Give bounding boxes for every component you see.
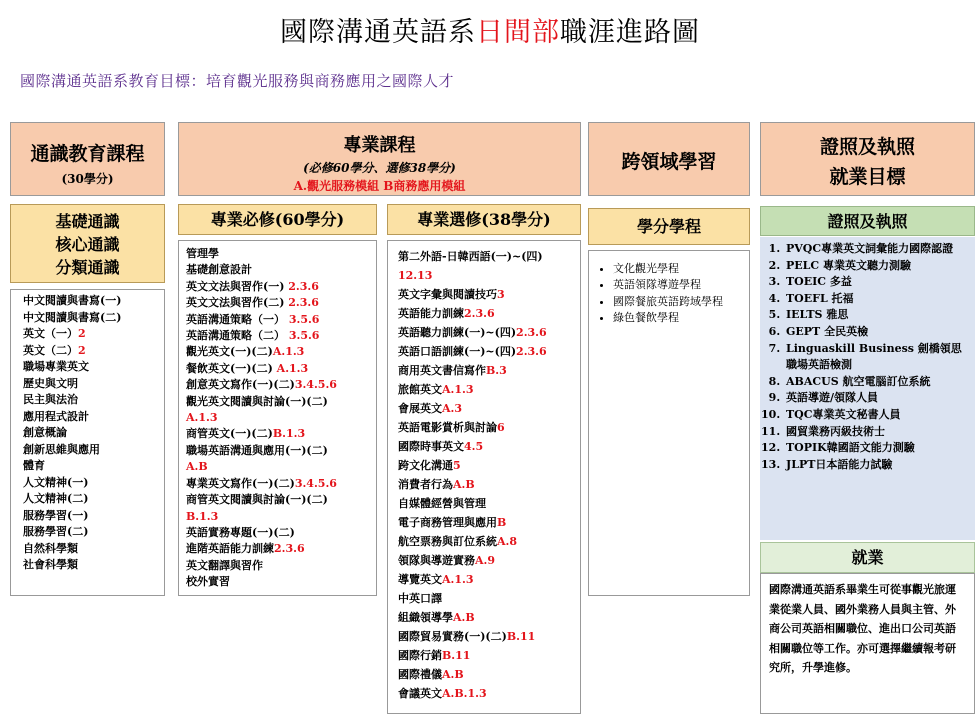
course-name: 英語溝通策略（一） (186, 312, 289, 326)
course-name: 國際時事英文 (398, 440, 464, 453)
module-code: A.B (442, 668, 464, 681)
required-course-list (178, 240, 377, 596)
elective-course-item (398, 551, 580, 570)
course-name: 觀光英文(一)(二) (186, 345, 273, 359)
course-name: 創新思維與應用 (23, 442, 100, 456)
title-part1: 國際溝通英語系 (280, 17, 476, 48)
elective-course-item (398, 266, 580, 285)
professional-credits: (必修60學分、選修38學分) (303, 161, 456, 175)
certificate-item: 2. PELC 專業英文聽力測驗 (784, 258, 971, 275)
course-name: 自媒體經營與管理 (398, 497, 486, 510)
module-code: 2 (78, 327, 86, 340)
required-course-item (186, 525, 376, 541)
course-name: 組織領導學 (398, 611, 453, 624)
category-item: 分類通識 (55, 258, 120, 277)
required-course-item (186, 312, 376, 328)
general-course-item (23, 392, 164, 409)
module-code: B.3 (486, 364, 507, 377)
certificate-item: 13. JLPT日本語能力試驗 (784, 457, 971, 474)
module-code: A.B (186, 460, 208, 474)
general-course-list (10, 289, 165, 596)
module-code: 2.3.6 (516, 345, 547, 358)
elective-course-item (398, 570, 580, 589)
general-categories (10, 204, 165, 283)
course-name: 英文文法與習作(一) (186, 279, 289, 293)
course-name: 英文字彙與閱讀技巧 (398, 288, 497, 301)
elective-course-item (398, 627, 580, 646)
course-name: 人文精神(二) (23, 492, 89, 505)
elective-course-item (398, 456, 580, 475)
elective-course-item (398, 532, 580, 551)
course-name: 英語口語訓練(一)~(四) (398, 345, 517, 358)
module-code: B (497, 516, 507, 529)
elective-course-item (398, 247, 580, 266)
module-code: 3.5.6 (288, 312, 320, 326)
course-name: 社會科學類 (23, 558, 78, 571)
module-code: A.B (453, 611, 475, 624)
required-course-item (186, 328, 376, 344)
general-education-credits: (30學分) (61, 172, 114, 186)
required-course-item (186, 344, 376, 360)
certificates-title: 證照及執照 (760, 206, 975, 236)
certificate-list (760, 237, 975, 540)
certificate-item: 12. TOPIK韓國語文能力測驗 (784, 440, 971, 457)
required-course-item (186, 459, 376, 475)
professional-title: 專業課程 (343, 135, 416, 156)
required-course-item (186, 574, 376, 590)
module-code: A.1.3 (186, 411, 218, 425)
general-course-item (23, 508, 164, 525)
module-code: A.1.3 (442, 573, 474, 586)
general-course-item (23, 376, 164, 393)
module-code: B.1.3 (186, 509, 219, 523)
course-name: 商用英文書信寫作 (398, 364, 486, 377)
course-name: 基礎創意設計 (186, 263, 252, 277)
module-code: A.1.3 (442, 383, 474, 396)
course-name: 英語電影賞析與討論 (398, 421, 497, 434)
course-name: 服務學習(一) (23, 508, 89, 522)
elective-course-item (398, 665, 580, 684)
course-name: 跨文化溝通 (398, 459, 453, 472)
required-course-item (186, 410, 376, 426)
employment-title: 就業 (760, 542, 975, 573)
course-name: 電子商務管理與應用 (398, 516, 497, 529)
elective-course-item (398, 418, 580, 437)
module-code: 5 (453, 459, 461, 472)
course-name: 會議英文 (398, 687, 442, 700)
required-course-item (186, 492, 376, 508)
elective-course-item (398, 646, 580, 665)
required-course-item (186, 295, 376, 311)
course-name: 觀光英文閱讀與討論(一)(二) (186, 394, 328, 408)
elective-course-item (398, 380, 580, 399)
course-name: 自然科學類 (23, 541, 78, 555)
module-code: 12.13 (398, 269, 433, 282)
cross-domain-header (588, 122, 750, 196)
module-code: 2 (78, 343, 86, 357)
module-code: B.11 (506, 630, 536, 643)
elective-course-item (398, 304, 580, 323)
program-item: • 國際餐旅英語跨域學程 (613, 294, 745, 310)
elective-course-list (387, 240, 581, 714)
module-code: 3.5.6 (288, 329, 320, 343)
category-item: 基礎通識 (55, 212, 120, 231)
course-name: 應用程式設計 (23, 409, 89, 423)
certificate-item: 1. PVQC專業英文詞彙能力國際認證 (784, 241, 971, 258)
required-course-item (186, 558, 376, 574)
career-header-jobs: 就業目標 (829, 166, 906, 188)
general-course-item (23, 524, 164, 541)
elective-course-item (398, 437, 580, 456)
required-courses-title: 專業必修(60學分) (178, 204, 377, 235)
required-course-item (186, 377, 376, 393)
career-header (760, 122, 975, 196)
elective-course-item (398, 513, 580, 532)
course-name: 歷史與文明 (23, 376, 78, 390)
course-name: 英文（一） (23, 327, 78, 340)
required-course-item (186, 443, 376, 459)
title-part2: 職涯進路圖 (560, 17, 700, 48)
course-name: 體育 (23, 459, 45, 472)
required-course-item (186, 361, 376, 377)
course-name: 管理學 (186, 247, 219, 260)
course-name: 校外實習 (186, 575, 230, 589)
module-code: B.11 (442, 649, 471, 662)
required-course-item (186, 262, 376, 278)
certificate-item: 4. TOEFL 托福 (784, 291, 971, 308)
title-highlight: 日間部 (476, 17, 560, 48)
professional-modules: A.觀光服務模組 B商務應用模組 (293, 179, 466, 193)
module-code: 6 (497, 421, 505, 434)
module-code: 2.3.6 (288, 296, 319, 310)
course-name: 商管英文閱讀與討論(一)(二) (186, 493, 328, 507)
course-name: 英文文法與習作(二) (186, 296, 289, 310)
general-education-header (10, 122, 165, 196)
career-header-certs: 證照及執照 (819, 136, 915, 158)
professional-header (178, 122, 581, 196)
general-course-item (23, 425, 164, 442)
required-course-item (186, 426, 376, 442)
credit-program-list (588, 250, 750, 596)
general-course-item (23, 326, 164, 343)
elective-courses-title: 專業選修(38學分) (387, 204, 581, 235)
course-name: 會展英文 (398, 402, 442, 415)
course-name: 中文閱讀與書寫(二) (23, 310, 122, 324)
module-code: 2.3.6 (464, 307, 495, 320)
course-name: 職場英語溝通與應用(一)(二) (186, 443, 328, 457)
general-course-item (23, 557, 164, 574)
general-course-item (23, 541, 164, 558)
general-course-item (23, 343, 164, 360)
module-code: A.B (453, 478, 475, 491)
required-course-item (186, 279, 376, 295)
required-course-item (186, 541, 376, 557)
course-name: 國際禮儀 (398, 668, 442, 681)
module-code: A.B.1.3 (442, 687, 487, 700)
course-name: 國際行銷 (398, 649, 442, 662)
course-name: 國際貿易實務(一)(二) (398, 630, 507, 643)
module-code: A.8 (497, 535, 518, 548)
module-code: 3.4.5.6 (294, 476, 337, 490)
certificate-item: 5. IELTS 雅思 (784, 307, 971, 324)
elective-course-item (398, 361, 580, 380)
course-name: 英文翻譯與習作 (186, 558, 263, 572)
certificate-item: 10. TQC專業英文秘書人員 (784, 407, 971, 424)
elective-course-item (398, 475, 580, 494)
certificate-item: 6. GEPT 全民英檢 (784, 324, 971, 341)
elective-course-item (398, 323, 580, 342)
course-name: 航空票務與訂位系統 (398, 535, 497, 548)
module-code: 2.3.6 (288, 279, 319, 293)
general-education-title: 通識教育課程 (30, 143, 145, 165)
general-course-item (23, 310, 164, 327)
course-name: 進階英語能力訓練 (186, 542, 274, 556)
module-code: 2.3.6 (516, 326, 547, 339)
required-course-item (186, 476, 376, 492)
course-name: 英語聽力訓練(一)~(四) (398, 326, 517, 339)
course-name: 商管英文(一)(二) (186, 427, 273, 441)
certificate-item: 7. Linguaskill Business 劍橋領思職場英語檢測 (784, 341, 971, 374)
credit-program-title: 學分學程 (588, 208, 750, 245)
general-course-item (23, 409, 164, 426)
module-code: A.1.3 (272, 345, 305, 359)
module-code: 2.3.6 (274, 542, 305, 556)
course-name: 職場專業英文 (23, 360, 89, 373)
certificate-item: 3. TOEIC 多益 (784, 274, 971, 291)
module-code: 3.4.5.6 (294, 378, 337, 392)
elective-course-item (398, 684, 580, 703)
module-code: 4.5 (464, 440, 484, 453)
course-name: 英文（二） (23, 343, 78, 357)
course-name: 英語實務專題(一)(二) (186, 525, 295, 539)
module-code: A.9 (475, 554, 496, 567)
course-name: 英語能力訓練 (398, 307, 464, 320)
elective-course-item (398, 589, 580, 608)
required-course-item (186, 394, 376, 410)
certificate-item: 8. ABACUS 航空電腦訂位系統 (784, 374, 971, 391)
module-code: B.1.3 (272, 427, 306, 441)
elective-course-item (398, 399, 580, 418)
course-name: 人文精神(一) (23, 475, 89, 489)
course-name: 創意概論 (23, 426, 67, 439)
course-name: 專業英文寫作(一)(二) (186, 476, 295, 490)
certificate-item: 9. 英語導遊/領隊人員 (784, 390, 971, 407)
cross-domain-title: 跨領域學習 (621, 151, 717, 173)
general-course-item (23, 359, 164, 376)
general-course-item (23, 293, 164, 310)
course-name: 領隊與導遊實務 (398, 554, 475, 567)
course-name: 民主與法治 (23, 393, 78, 406)
elective-course-item (398, 494, 580, 513)
general-course-item (23, 475, 164, 492)
general-course-item (23, 442, 164, 459)
course-name: 英語溝通策略（二） (186, 329, 289, 343)
course-name: 第二外語-日韓西語(一)~(四) (398, 250, 543, 263)
employment-description: 國際溝通英語系畢業生可從事觀光旅運業從業人員、國外業務人員與主管、外商公司英語相關職位、進出口公司英語相關職位等工作。亦可選擇繼續報考研究所，升學進修。 (760, 573, 975, 714)
program-item: • 英語領隊導遊學程 (613, 277, 745, 293)
module-code: A.1.3 (276, 361, 309, 375)
module-code: 3 (497, 288, 505, 301)
page-title (0, 10, 980, 49)
category-item: 核心通識 (55, 235, 120, 254)
course-name: 中文閱讀與書寫(一) (23, 294, 122, 307)
module-code: A.3 (442, 402, 463, 415)
course-name: 導覽英文 (398, 573, 442, 586)
elective-course-item (398, 342, 580, 361)
general-course-item (23, 491, 164, 508)
course-name: 消費者行為 (398, 478, 453, 491)
required-course-item (186, 509, 376, 525)
course-name: 服務學習(二) (23, 525, 89, 538)
program-item: • 文化觀光學程 (613, 261, 745, 277)
course-name: 中英口譯 (398, 592, 442, 605)
certificate-item: 11. 國貿業務丙級技術士 (784, 424, 971, 441)
elective-course-item (398, 608, 580, 627)
course-name: 創意英文寫作(一)(二) (186, 378, 295, 392)
general-course-item (23, 458, 164, 475)
course-name: 餐飲英文(一)(二) (186, 361, 277, 375)
course-name: 旅館英文 (398, 383, 442, 396)
elective-course-item (398, 285, 580, 304)
program-item: • 綠色餐飲學程 (613, 310, 745, 326)
education-goal: 國際溝通英語系教育目標：培育觀光服務與商務應用之國際人才 (20, 72, 455, 90)
required-course-item (186, 246, 376, 262)
